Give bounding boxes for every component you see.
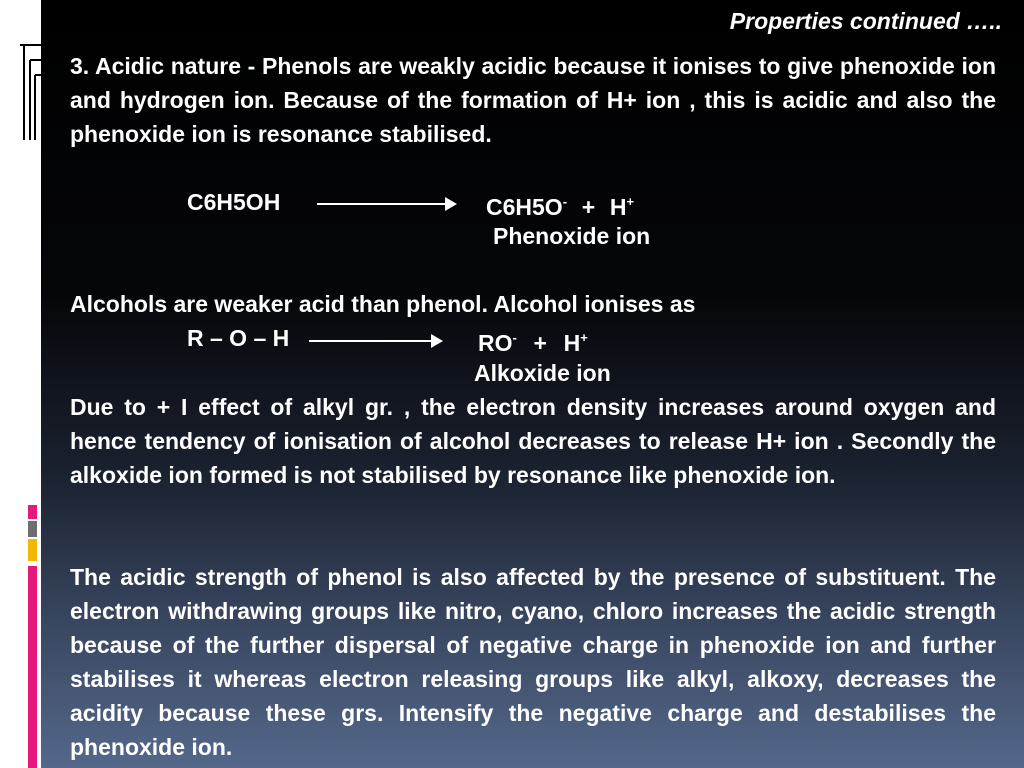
alcohol-plus: + (533, 330, 547, 356)
phenol-reactant: C6H5OH (187, 189, 281, 215)
phenol-proton: H (609, 194, 627, 220)
phenoxide-product (486, 187, 634, 222)
alcohol-arrow-icon (309, 340, 441, 342)
phenol-arrow-icon (317, 203, 455, 205)
phenoxide-charge: - (562, 194, 568, 209)
accent-bar-pink-small (28, 505, 37, 519)
inductive-effect-paragraph: Due to + I effect of alkyl gr. , the electron density increases around oxygen and hence tendency of ionisation of alcohol decreases to release H+ ion . Secondly the alkoxide ion formed is not stabilised by resonance like phenoxide ion. (70, 394, 996, 488)
alcohol-intro: Alcohols are weaker acid than phenol. Alcohol ionises as (70, 291, 696, 317)
alcohol-proton: H (563, 330, 581, 356)
alkoxide-caption: Alkoxide ion (474, 360, 611, 386)
acidic-nature-paragraph: 3. Acidic nature - Phenols are weakly acidic because it ionises to give phenoxide ion and hydrogen ion. Because of the formation of H+ ion , this is acidic and also the phenoxide ion is resonance stabilised. (70, 53, 996, 147)
alcohol-proton-charge: + (580, 330, 588, 345)
accent-bar-yellow (28, 539, 37, 561)
phenoxide-formula: C6H5O (486, 194, 563, 220)
logo-icon (0, 30, 41, 180)
accent-bar-gray (28, 521, 37, 537)
phenol-plus: + (581, 194, 596, 220)
alcohol-reactant: R – O – H (187, 325, 290, 351)
left-decoration (0, 0, 41, 768)
accent-bar-pink (28, 566, 37, 768)
alkoxide-charge: - (512, 330, 517, 345)
alkoxide-formula: RO (478, 330, 513, 356)
phenol-proton-charge: + (626, 194, 635, 209)
substituent-paragraph: The acidic strength of phenol is also affected by the presence of substituent. The electron withdrawing groups like nitro, cyano, chloro increases the acidic strength because of the further dispersal of negative charge in phenoxide ion and further stabilises it whereas electron releasing groups like alkyl, alkoxy, decreases the acidity because these grs. Intensify the negative charge and destabilises the phenoxide ion. (70, 564, 996, 760)
slide-title: Properties continued ….. (729, 8, 1002, 34)
phenoxide-caption: Phenoxide ion (493, 223, 651, 249)
alkoxide-product (478, 323, 588, 358)
slide (41, 0, 1024, 768)
